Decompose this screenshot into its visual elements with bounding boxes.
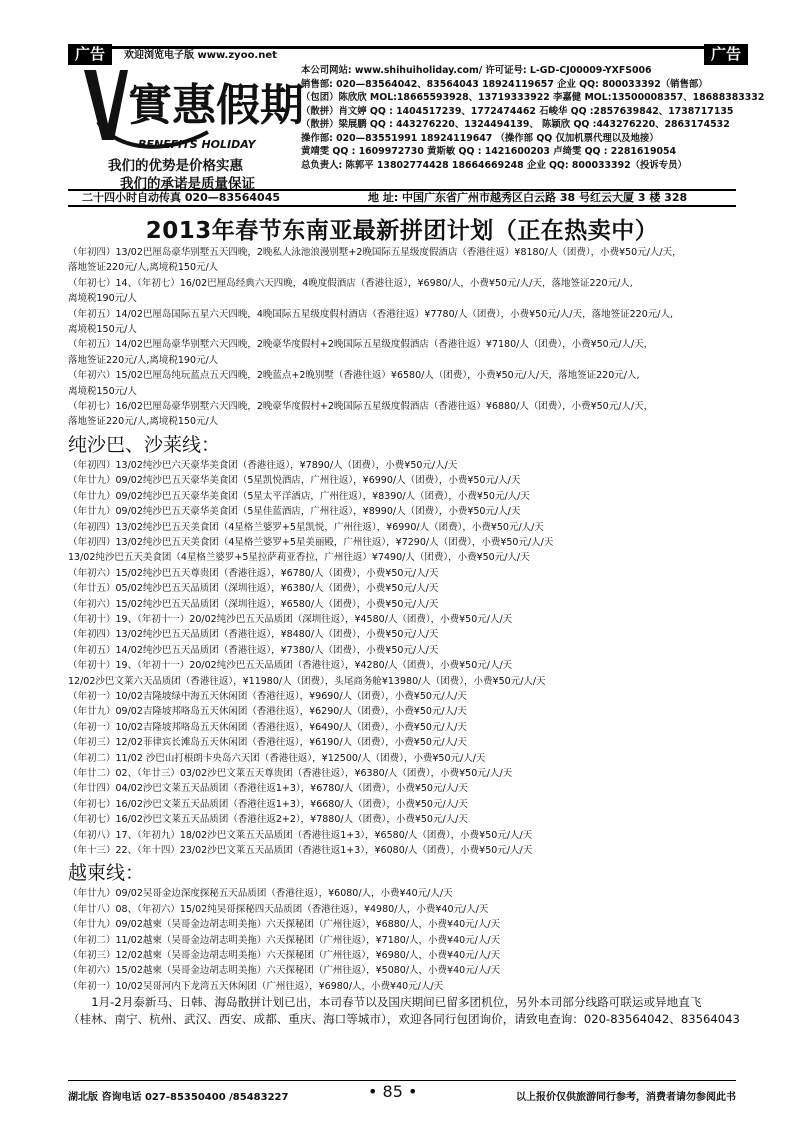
list-item: （年初四）13/02纯沙巴五天美食团（4星格兰婆罗+5星美丽殿，广州往返），¥7290/人（团费），小费¥50元/人/天 bbox=[68, 536, 554, 548]
list-item: （年初七）14、（年初七）16/02巴厘岛经典六天四晚，4晚度假酒店（香港往返），¥6980/人，小费¥50元/人/天，落地签证220元/人, bbox=[68, 277, 633, 289]
list-item: （年初一）10/02吉隆坡邦咯岛五天休闲团（香港往返），¥6490/人（团费），小费¥50元/人/天 bbox=[68, 721, 467, 733]
footnote bbox=[68, 994, 748, 1028]
ad-tag-right: 广告 bbox=[704, 44, 748, 65]
fax-hotline: 二十四小时自动传真 020—83564045 bbox=[82, 191, 281, 204]
list-item: （年初三）12/02菲律宾长滩岛五天休闲团（香港往返），¥6190/人（团费），小费¥50元/人/天 bbox=[68, 737, 467, 749]
list-item: 落地签证220元/人,离境税190元/人 bbox=[68, 354, 219, 366]
list-item: 12/02沙巴文莱六天品质团（香港往返），¥11980/人（团费），头尾商务舱¥13980/人（团费），小费¥50元/人/天 bbox=[68, 675, 546, 687]
list-item: （年初六）15/02纯沙巴五天品质团（深圳往返），¥6580/人（团费），小费¥50元/人/天 bbox=[68, 598, 439, 610]
contact-manager: 总负责人: 陈郭平 13802774428 18664669248 企业 QQ: 800033392（投诉专员） bbox=[301, 159, 687, 171]
page-footer bbox=[68, 1080, 736, 1110]
list-item: （年初七）16/02巴厘岛豪华别墅六天四晚，2晚豪华度假村+2晚国际五星级度假酒店（香港往返）¥6880/人（团费），小费¥50元/人/天， bbox=[68, 401, 654, 413]
benefits-holiday-logo bbox=[78, 62, 304, 162]
list-item: （年初一）10/02吉隆坡绿中海五天休闲团（香港往返），¥9690/人（团费），小费¥50元/人/天 bbox=[68, 690, 467, 702]
contact-group: （包团）陈欣欣 MOL:18665593928、13719333922 李嘉健 MOL:13500008357、18688383332 bbox=[301, 92, 765, 103]
company-address: 地 址: 中国广东省广州市越秀区白云路 38 号红云大厦 3 楼 328 bbox=[368, 191, 688, 204]
list-item: 离境税150元/人 bbox=[68, 324, 137, 336]
list-item: （年廿二）02、（年廿三）03/02沙巴文莱五天尊贵团（香港往返），¥6380/人（团费），小费¥50元/人/天 bbox=[68, 768, 513, 779]
ad-tag-left: 广告 bbox=[68, 44, 112, 65]
logo-text: 實惠假期 bbox=[128, 80, 304, 131]
section-heading-sabah-brunei: 纯沙巴、沙莱线： bbox=[68, 433, 221, 456]
list-item: （年初六）15/02巴厘岛纯玩蓝点五天四晚，2晚蓝点+2晚别墅（香港往返）¥6580/人（团费），小费¥50元/人/天，落地签证220元/人, bbox=[68, 370, 640, 382]
list-item: （年初一）10/02吴哥河内下龙湾五天休闲团（广州往返），¥6980/人，小费¥40元/人/天 bbox=[68, 980, 444, 992]
hotline-bar bbox=[68, 189, 736, 207]
slogan-quality: 我们的承诺是质量保证 bbox=[120, 176, 255, 192]
list-item: （年初四）13/02纯沙巴六天豪华美食团（香港往返），¥7890/人（团费），小费¥50元/人/天 bbox=[68, 459, 458, 471]
list-item: （年初五）14/02纯沙巴五天品质团（香港往返），¥7380/人（团费），小费¥50元/人/天 bbox=[68, 644, 439, 656]
list-item: 落地签证220元/人,离境税150元/人 bbox=[68, 416, 219, 428]
list-item: （年廿九）09/02越柬（吴哥金边胡志明美拖）六天探秘团（广州往返），¥6880/人，小费¥40元/人/天 bbox=[68, 919, 501, 931]
itinerary-listing bbox=[68, 245, 748, 1028]
footnote-line: （桂林、南宁、杭州、武汉、西安、成都、重庆、海口等城市），欢迎各同行包团询价，请致电查询：020-83564042、83564043 bbox=[68, 1012, 740, 1027]
list-item: （年初六）15/02越柬（吴哥金边胡志明美拖）六天探秘团（广州往返），¥5080/人，小费¥40元/人/天 bbox=[68, 965, 501, 977]
list-item: （年初十）19、（年初十一）20/02纯沙巴五天品质团（深圳往返），¥4580/人（团费），小费¥50元/人/天 bbox=[68, 613, 513, 625]
page-title: 2013年春节东南亚最新拼团计划（正在热卖中） bbox=[145, 218, 659, 244]
slogan-price: 我们的优势是价格实惠 bbox=[108, 158, 243, 174]
list-item: 离境税150元/人 bbox=[68, 385, 137, 397]
section-heading-vietnam-cambodia: 越柬线： bbox=[68, 862, 145, 885]
advertiser-header bbox=[68, 62, 765, 206]
list-item: （年初三）12/02越柬（吴哥金边胡志明美拖）六天探秘团（广州往返），¥6980/人，小费¥40元/人/天 bbox=[68, 950, 501, 962]
list-item: 离境税190元/人 bbox=[68, 293, 137, 305]
vietnam-cambodia-section bbox=[68, 886, 748, 994]
list-item: （年廿九）09/02纯沙巴五天豪华美食团（5星太平洋酒店，广州往返），¥8390/人（团费），小费¥50元/人/天 bbox=[68, 490, 530, 502]
contact-operations: 操作部: 020—83551991 18924119647 （操作部 QQ 仅加机票代理以及地接） bbox=[301, 132, 659, 144]
list-item: （年初四）13/02巴厘岛豪华别墅五天四晚，2晚私人泳池浪漫别墅+2晚国际五星级度假酒店（香港往返）¥8180/人（团费），小费¥50元/人/天， bbox=[68, 247, 682, 258]
list-item: （年初四）13/02纯沙巴五天品质团（香港往返），¥8480/人（团费），小费¥50元/人/天 bbox=[68, 629, 439, 641]
list-item: （年初五）14/02巴厘岛豪华别墅六天四晚，2晚豪华度假村+2晚国际五星级度假酒店（香港往返）¥7180/人（团费），小费¥50元/人/天， bbox=[68, 339, 654, 351]
list-item: 落地签证220元/人,离境税150元/人 bbox=[68, 262, 219, 274]
footer-disclaimer: 以上报价仅供旅游同行参考，消费者请勿参阅此书 bbox=[516, 1092, 736, 1103]
contact-website: 本公司网站: www.shihuiholiday.com/ 许可证号: L-GD-CJ00009-YXFS006 bbox=[301, 65, 652, 76]
contact-scatter-2: （散拼）梁展鹏 QQ : 443276220、1324494139、 陈颖欣 QQ :443276220、2863174532 bbox=[301, 119, 730, 130]
list-item: （年廿四）04/02沙巴文莱五天品质团（香港往返1+3），¥6780/人（团费），小费¥50元/人/天 bbox=[68, 783, 468, 795]
list-item: （年初二）11/02越柬（吴哥金边胡志明美拖）六天探秘团（广州往返），¥7180/人，小费¥40元/人/天 bbox=[68, 934, 501, 946]
bali-section bbox=[68, 245, 748, 430]
list-item: （年廿九）09/02吉隆坡邦咯岛五天休闲团（香港往返），¥6290/人（团费），小费¥50元/人/天 bbox=[68, 706, 467, 718]
footer-hubei-contact: 湖北版 咨询电话 027-85350400 /85483227 bbox=[68, 1092, 289, 1103]
welcome-text[interactable]: 欢迎浏览电子版 www.zyoo.net bbox=[124, 50, 277, 61]
list-item: （年廿八）08、（年初六）15/02纯吴哥探秘四天品质团（香港往返），¥4980/人，小费¥40元/人/天 bbox=[68, 903, 489, 915]
contact-sales: 销售部: 020—83564042、83564043 18924119657 企业 QQ: 800033392（销售部） bbox=[301, 78, 708, 90]
logo-subtext: BENEFITS HOLIDAY bbox=[138, 138, 256, 151]
list-item: （年初五）14/02巴厘岛国际五星六天四晚，4晚国际五星级度假村酒店（香港往返）¥7780/人（团费），小费¥50元/人/天，落地签证220元/人, bbox=[68, 308, 673, 320]
page-number: • 85 • bbox=[368, 1082, 418, 1101]
list-item: （年初四）13/02纯沙巴五天美食团（4星格兰婆罗+5星凯悦，广州往返），¥6990/人（团费），小费¥50元/人/天 bbox=[68, 521, 544, 533]
contact-operations-staff: 黄靖雯 QQ : 1609972730 黄斯敏 QQ : 1421600203 卢绮雯 QQ : 2281619054 bbox=[301, 146, 677, 157]
list-item: （年初七）16/02沙巴文莱五天品质团（香港往返2+2），¥7880/人（团费），小费¥50元/人/天 bbox=[68, 814, 468, 826]
list-item: （年十三）22、（年十四）23/02沙巴文莱五天品质团（香港往返1+3），¥6080/人（团费），小费¥50元/人/天 bbox=[68, 845, 533, 857]
list-item: （年初六）15/02纯沙巴五天尊贵团（香港往返），¥6780/人（团费），小费¥50元/人/天 bbox=[68, 567, 439, 579]
sabah-brunei-section bbox=[68, 458, 748, 859]
list-item: （年廿九）09/02纯沙巴五天豪华美食团（5星凯悦酒店，广州往返），¥6990/人（团费），小费¥50元/人/天 bbox=[68, 475, 521, 487]
list-item: （年廿九）09/02吴哥金边深度探秘五天品质团（香港往返），¥6080/人，小费¥40元/人/天 bbox=[68, 888, 453, 900]
list-item: （年初七）16/02沙巴文莱五天品质团（香港往返1+3），¥6680/人（团费），小费¥50元/人/天 bbox=[68, 798, 468, 810]
list-item: （年初八）17、（年初九）18/02沙巴文莱五天品质团（香港往返1+3），¥6580/人（团费），小费¥50元/人/天 bbox=[68, 829, 533, 841]
list-item: （年廿九）09/02纯沙巴五天豪华美食团（5星佳蓝酒店，广州往返），¥8990/人（团费），小费¥50元/人/天 bbox=[68, 506, 521, 518]
footnote-line: 1月-2月泰新马、日韩、海岛散拼计划已出，本司春节以及国庆期间已留多团机位，另外本司部分线路可联运或异地直飞 bbox=[68, 995, 702, 1010]
list-item: （年廿五）05/02纯沙巴五天品质团（深圳往返），¥6380/人（团费），小费¥50元/人/天 bbox=[68, 583, 439, 595]
contact-block bbox=[301, 64, 765, 172]
list-item: （年初十）19、（年初十一）20/02纯沙巴五天品质团（香港往返），¥4280/人（团费），小费¥50元/人/天 bbox=[68, 660, 513, 672]
contact-scatter-1: （散拼）肖文婷 QQ : 1404517239、1772474462 石峻华 QQ :2857639842、1738717135 bbox=[301, 105, 734, 117]
list-item: （年初二）11/02 沙巴山打根朗卡央岛六天团（香港往返），¥12500/人（团费），小费¥50元/人/天 bbox=[68, 752, 486, 764]
list-item: 13/02纯沙巴五天美食团（4星格兰婆罗+5星拉萨莉亚香拉，广州往返）¥7490/人（团费），小费¥50元/人/天 bbox=[68, 552, 530, 564]
